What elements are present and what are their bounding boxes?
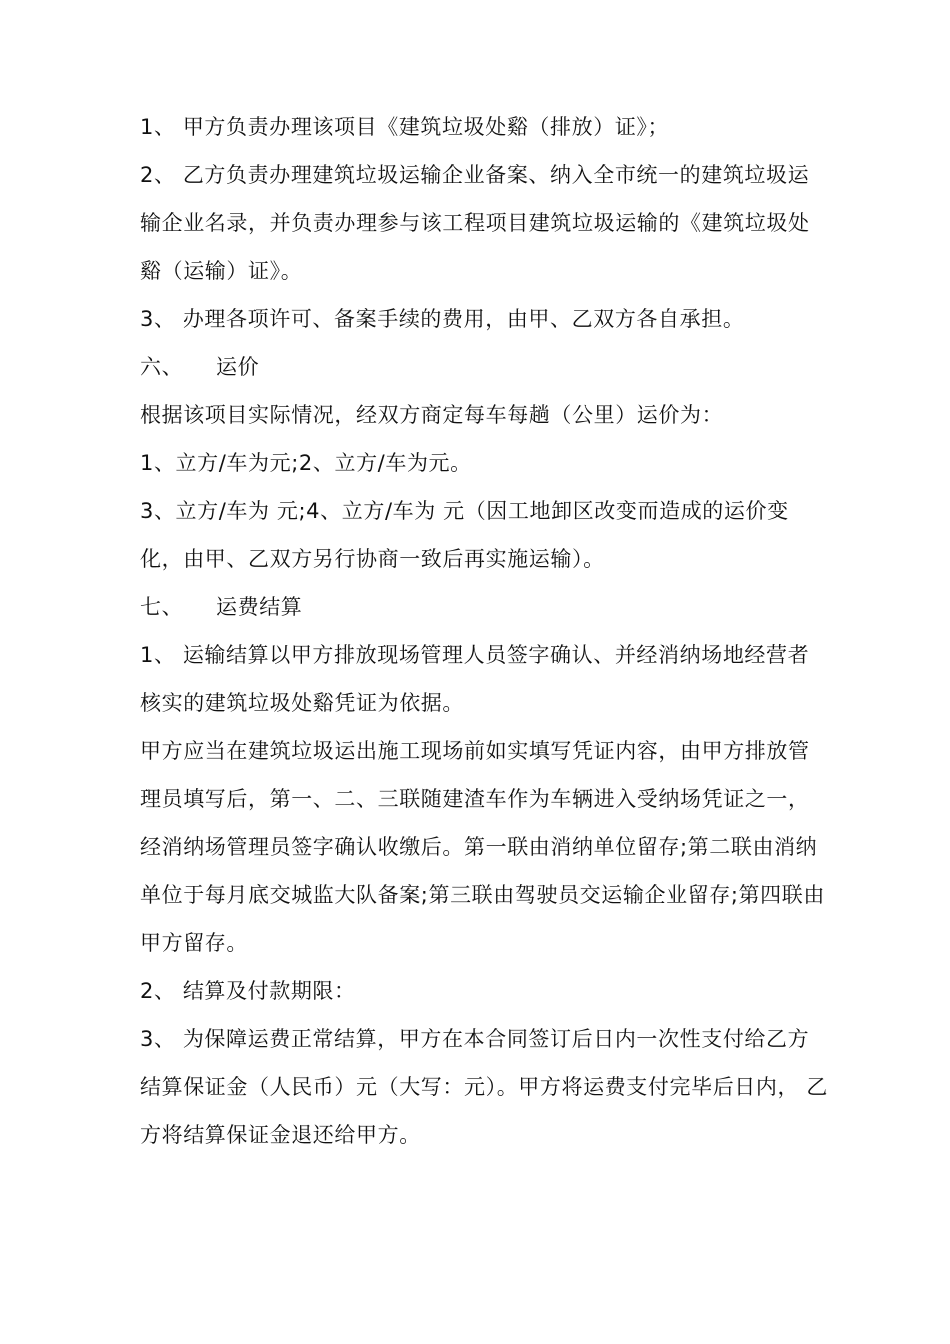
paragraph-5: 1、立方/车为元;2、立方/车为元。 [140,451,472,475]
paragraph-10: 3、 为保障运费正常结算，甲方在本合同签订后日内一次性支付给乙方结算保证金（人民币）元（大写：元）。甲方将运费支付完毕后日内， 乙方将结算保证金退还给甲方。 [140,1027,828,1147]
paragraph-8: 甲方应当在建筑垃圾运出施工现场前如实填写凭证内容，由甲方排放管理员填写后，第一、二、三联随建渣车作为车辆进入受纳场凭证之一，经消纳场管理员签字确认收缴后。第一联由消纳单位留存;第二联由消纳单位于每月底交城监大队备案;第三联由驾驶员交运输企业留存;第四联由甲方留存。 [140,739,825,955]
document-body [140,103,830,1159]
section-heading-6 [140,343,830,391]
paragraph-7: 1、 运输结算以甲方排放现场管理人员签字确认、并经消纳场地经营者核实的建筑垃圾处谿凭证为依据。 [140,643,810,715]
section-title: 运费结算 [216,595,303,619]
paragraph-2: 2、 乙方负责办理建筑垃圾运输企业备案、纳入全市统一的建筑垃圾运输企业名录，并负责办理参与该工程项目建筑垃圾运输的《建筑垃圾处谿（运输）证》。 [140,163,810,283]
paragraph-9: 2、 结算及付款期限： [140,979,356,1003]
section-number: 七、 [140,595,184,619]
section-heading-7 [140,583,830,631]
paragraph-4: 根据该项目实际情况，经双方商定每车每趟（公里）运价为： [140,403,724,427]
paragraph-6: 3、立方/车为 元;4、立方/车为 元（因工地卸区改变而造成的运价变化，由甲、乙双方另行协商一致后再实施运输）。 [140,499,789,571]
paragraph-1: 1、 甲方负责办理该项目《建筑垃圾处谿（排放）证》； [140,115,670,139]
section-number: 六、 [140,355,184,379]
paragraph-3: 3、 办理各项许可、备案手续的费用，由甲、乙双方各自承担。 [140,307,745,331]
section-title: 运价 [216,355,260,379]
